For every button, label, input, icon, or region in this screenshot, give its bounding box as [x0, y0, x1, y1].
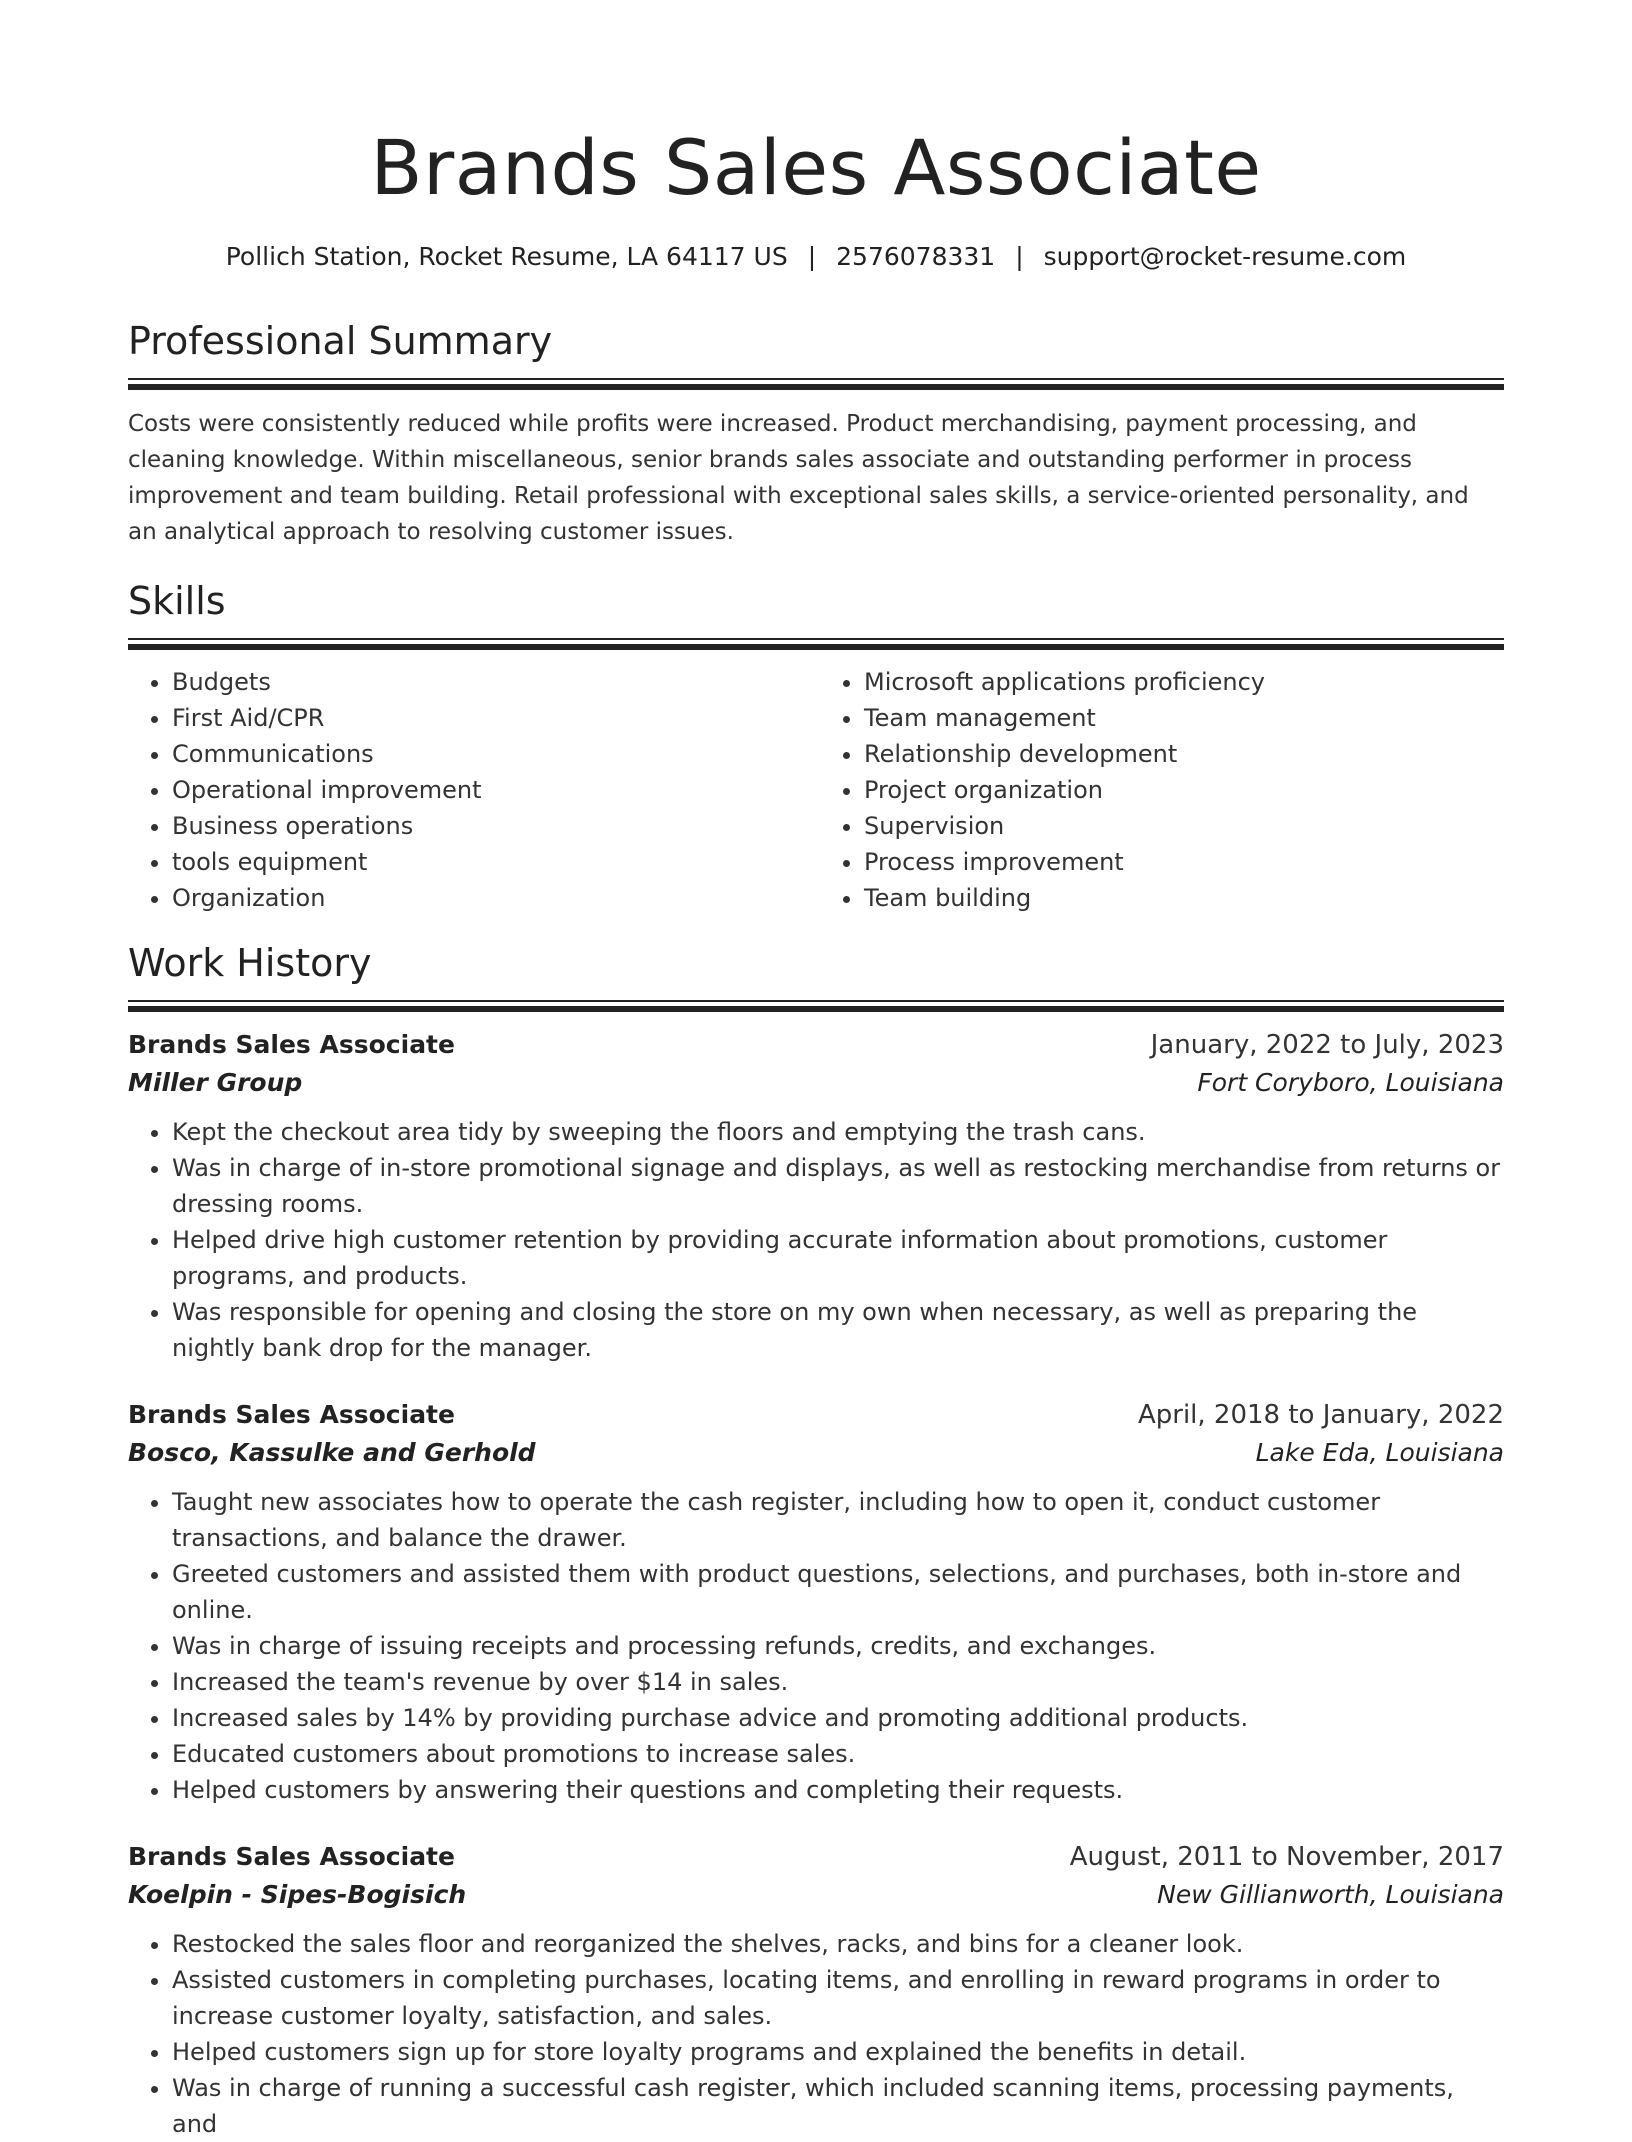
- skill-item: • Team building: [864, 880, 1504, 916]
- job-location: Fort Coryboro, Louisiana: [1197, 1068, 1504, 1097]
- job-entry: [128, 1396, 1504, 1808]
- skill-item: • Organization: [172, 880, 816, 916]
- skill-item: • Operational improvement: [172, 772, 816, 808]
- job-location: Lake Eda, Louisiana: [1255, 1438, 1504, 1467]
- contact-separator: |: [1015, 242, 1024, 271]
- skills-list-right: [816, 664, 1504, 916]
- job-duty-item: • Helped customers sign up for store loyalty programs and explained the benefits in detail.: [172, 2034, 1504, 2070]
- job-duty-item: • Was in charge of in-store promotional signage and displays, as well as restocking merchandise from returns or dressing rooms.: [172, 1150, 1504, 1222]
- job-duty-item: • Was in charge of issuing receipts and processing refunds, credits, and exchanges.: [172, 1628, 1504, 1664]
- job-duty-item: • Increased the team's revenue by over $14 in sales.: [172, 1664, 1504, 1700]
- job-duty-item: • Assisted customers in completing purchases, locating items, and enrolling in reward programs in order to increase customer loyalty, satisfaction, and sales.: [172, 1962, 1504, 2034]
- contact-separator: |: [807, 242, 817, 271]
- section-divider: [128, 638, 1504, 650]
- job-title: Brands Sales Associate: [128, 1842, 455, 1871]
- job-location: New Gillianworth, Louisiana: [1157, 1880, 1504, 1909]
- job-company: Miller Group: [128, 1068, 303, 1097]
- job-duty-item: • Helped drive high customer retention by providing accurate information about promotions, customer programs, and products.: [172, 1222, 1504, 1294]
- summary-section: [128, 316, 1504, 550]
- job-dates: August, 2011 to November, 2017: [1069, 1842, 1504, 1872]
- section-title-skills: Skills: [128, 579, 226, 623]
- skills-columns: [128, 664, 1504, 916]
- job-duty-item: • Kept the checkout area tidy by sweeping the floors and emptying the trash cans.: [172, 1114, 1504, 1150]
- skill-item: • Business operations: [172, 808, 816, 844]
- job-dates: April, 2018 to January, 2022: [1137, 1400, 1504, 1430]
- job-title: Brands Sales Associate: [128, 1400, 455, 1429]
- job-duties: [128, 1926, 1504, 2142]
- contact-address: Pollich Station, Rocket Resume, LA 64117 US: [225, 242, 788, 271]
- job-company: Koelpin - Sipes-Bogisich: [128, 1880, 467, 1909]
- job-duty-item: • Helped customers by answering their questions and completing their requests.: [172, 1772, 1504, 1808]
- skill-item: • Relationship development: [864, 736, 1504, 772]
- job-duty-item: • Greeted customers and assisted them with product questions, selections, and purchases, both in-store and online.: [172, 1556, 1504, 1628]
- skills-list-left: [128, 664, 816, 916]
- job-duty-item: • Educated customers about promotions to increase sales.: [172, 1736, 1504, 1772]
- work-history-section: [128, 938, 1504, 2142]
- skill-item: • Communications: [172, 736, 816, 772]
- skill-item: • Process improvement: [864, 844, 1504, 880]
- section-title-summary: Professional Summary: [128, 319, 553, 363]
- contact-line: [128, 240, 1504, 274]
- job-duty-item: • Taught new associates how to operate the cash register, including how to open it, conduct customer transactions, and balance the drawer.: [172, 1484, 1504, 1556]
- job-company: Bosco, Kassulke and Gerhold: [128, 1438, 536, 1467]
- job-duty-item: • Restocked the sales floor and reorganized the shelves, racks, and bins for a cleaner look.: [172, 1926, 1504, 1962]
- section-title-work-history: Work History: [128, 941, 372, 985]
- summary-text: Costs were consistently reduced while profits were increased. Product merchandising, payment processing, and cleaning knowledge. Within miscellaneous, senior brands sales associate and outstanding performer in process improvement and team building. Retail professional with exceptional sales skills, a service-oriented personality, and an analytical approach to resolving customer issues.: [128, 411, 1469, 545]
- section-divider: [128, 378, 1504, 390]
- skill-item: • Budgets: [172, 664, 816, 700]
- job-duty-item: • Was in charge of running a successful cash register, which included scanning items, processing payments, and: [172, 2070, 1504, 2142]
- section-divider: [128, 1000, 1504, 1012]
- job-dates: January, 2022 to July, 2023: [1150, 1030, 1504, 1060]
- skill-item: • tools equipment: [172, 844, 816, 880]
- job-entry: [128, 1838, 1504, 2142]
- skill-item: • Microsoft applications proficiency: [864, 664, 1504, 700]
- skills-section: [128, 576, 1504, 916]
- job-entry: [128, 1026, 1504, 1366]
- job-duties: [128, 1484, 1504, 1808]
- skill-item: • First Aid/CPR: [172, 700, 816, 736]
- contact-email: support@rocket-resume.com: [1043, 242, 1407, 271]
- resume-name: Brands Sales Associate: [370, 123, 1262, 212]
- skill-item: • Team management: [864, 700, 1504, 736]
- contact-phone: 2576078331: [836, 242, 996, 271]
- skill-item: • Supervision: [864, 808, 1504, 844]
- job-duties: [128, 1114, 1504, 1366]
- skill-item: • Project organization: [864, 772, 1504, 808]
- job-title: Brands Sales Associate: [128, 1030, 455, 1059]
- job-duty-item: • Was responsible for opening and closing the store on my own when necessary, as well as preparing the nightly bank drop for the manager.: [172, 1294, 1504, 1366]
- job-duty-item: • Increased sales by 14% by providing purchase advice and promoting additional products.: [172, 1700, 1504, 1736]
- resume-page: [128, 0, 1504, 2138]
